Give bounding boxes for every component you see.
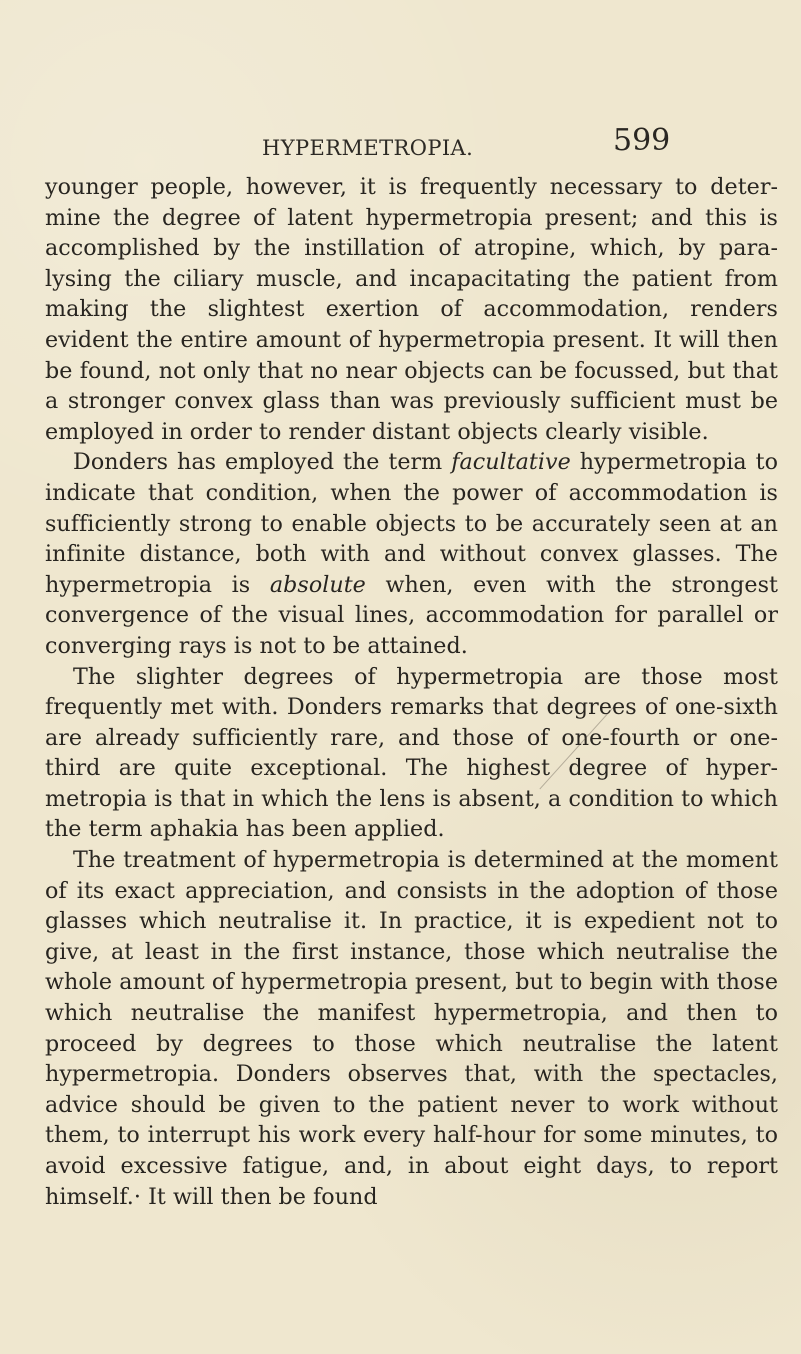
paragraph-donders-text-end: when, even with the strongest convergence of the visual lines, accommodation for parallel or converging rays is not to be attained.	[45, 571, 778, 659]
paragraph-donders-text-middle: hypermetropia to indicate that condition, when the power of accommodation is sufficiently strong to enable objects to be accurately seen at an infinite distance, both with and without convex glasses. The hypermetropia is	[45, 449, 778, 598]
page-number: 599	[613, 123, 671, 158]
absolute-term: absolute	[269, 571, 366, 598]
paragraph-continuation: younger people, however, it is frequently necessary to determine the degree of latent hypermetropia present; and this is accomplished by the instillation of atropine, which, by paralysing the ciliary muscle, and incapacitating the patient from making the slightest exertion of accommodation, renders evident the entire amount of hypermetropia present. It will then be found, not only that no near objects can be focussed, but that a stronger convex glass than was previously sufficient must be employed in order to render distant objects clearly visible.	[45, 174, 778, 445]
paragraph-degrees: The slighter degrees of hypermetropia are those most frequently met with. Donders remarks that degrees of one-sixth are already sufficiently rare, and those of one-fourth or one-third are quite exceptional. The highest degree of hypermetropia is that in which the lens is absent, a condition to which the term aphakia has been applied.	[45, 663, 778, 843]
running-head: HYPERMETROPIA.	[262, 136, 474, 160]
page-header	[262, 121, 671, 165]
facultative-term: facultative	[451, 449, 571, 476]
main-text	[45, 172, 778, 1212]
paragraph-donders-text-start: Donders has employed the term	[73, 449, 452, 476]
paragraph-donders-terms	[45, 447, 778, 661]
paragraph-treatment: The treatment of hypermetropia is determined at the moment of its exact appreciation, and consists in the adoption of those glasses which neutralise it. In practice, it is expedient not to give, at least in the first instance, those which neutralise the whole amount of hypermetropia present, but to begin with those which neutralise the manifest hypermetropia, and then to proceed by degrees to those which neutralise the latent hypermetropia. Donders observes that, with the spectacles, advice should be given to the patient never to work without them, to interrupt his work every half-hour for some minutes, to avoid excessive fatigue, and, in about eight days, to report himself.· It will then be found	[45, 847, 778, 1210]
